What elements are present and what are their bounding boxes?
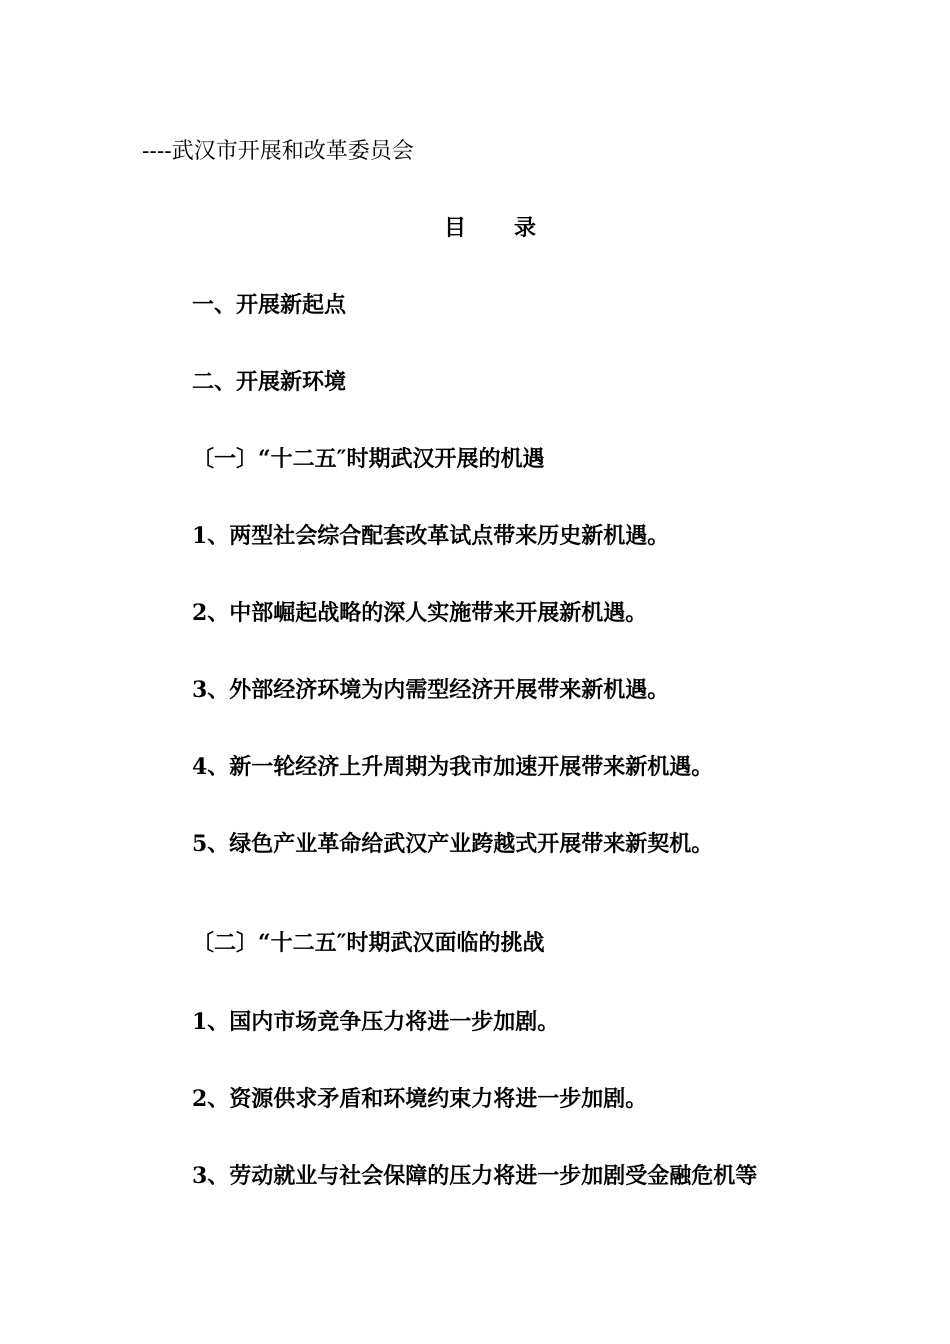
toc-item: 3、劳动就业与社会保障的压力将进一步加剧受金融危机等 [192,1163,758,1189]
toc-title-part2: 录 [514,215,537,241]
toc-item: 〔二〕“十二五″时期武汉面临的挑战 [192,930,545,956]
toc-item: 二、开展新环境 [192,369,347,395]
toc-item: 3、外部经济环境为内需型经济开展带来新机遇。 [192,677,670,703]
toc-item: 5、绿色产业革命给武汉产业跨越式开展带来新契机。 [192,831,714,857]
toc-item: 2、资源供求矛盾和环境约束力将进一步加剧。 [192,1086,648,1112]
toc-item: 1、两型社会综合配套改革试点带来历史新机遇。 [192,523,670,549]
attribution-line: ----武汉市开展和改革委员会 [142,139,414,164]
toc-item: 2、中部崛起战略的深人实施带来开展新机遇。 [192,600,648,626]
toc-item: 1、国内市场竞争压力将进一步加剧。 [192,1009,560,1035]
toc-item: 一、开展新起点 [192,292,347,318]
toc-title-part1: 目 [444,215,467,241]
toc-item: 〔一〕“十二五″时期武汉开展的机遇 [192,446,545,472]
toc-item: 4、新一轮经济上升周期为我市加速开展带来新机遇。 [192,754,714,780]
toc-title [444,213,536,243]
